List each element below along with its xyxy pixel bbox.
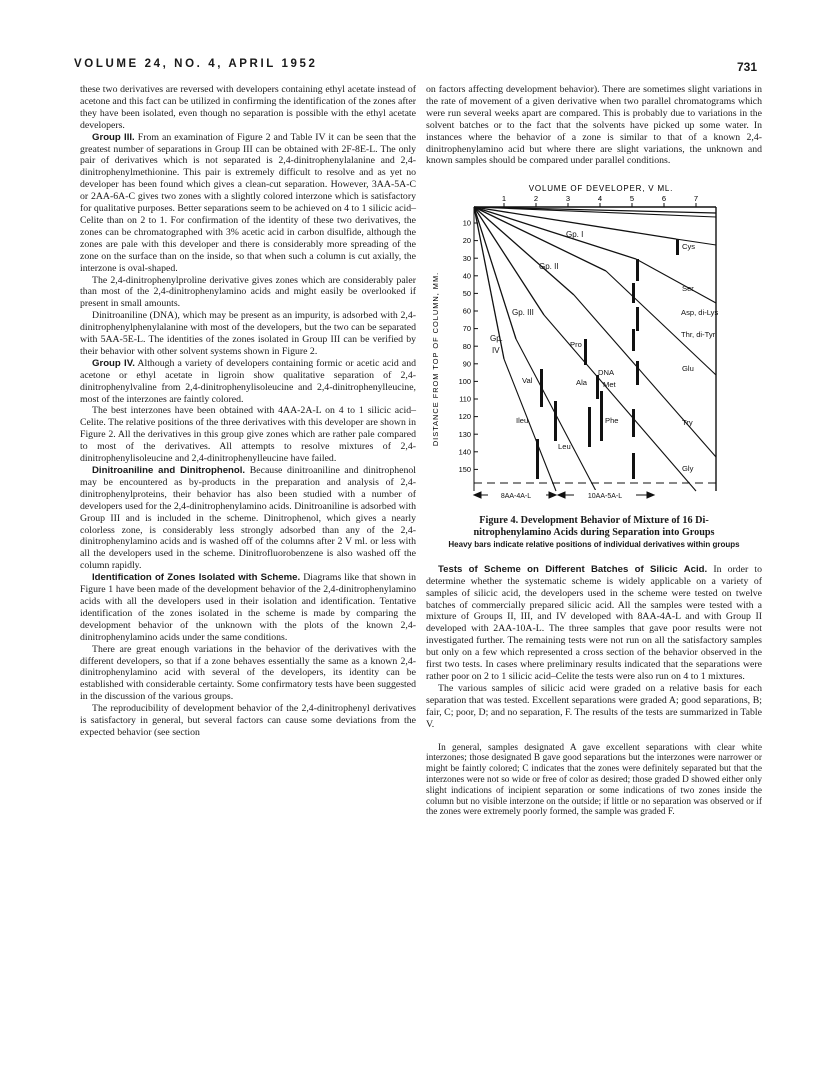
developer-label: 10AA-5A-L [587, 493, 623, 501]
diagram-lines [474, 207, 719, 491]
compound-label: Ala [576, 378, 587, 388]
developer-label: 8AA-4A-L [500, 493, 532, 501]
right-label: Cys [682, 242, 696, 252]
ser-line [636, 259, 716, 303]
compound-label: Pro [570, 340, 582, 350]
paragraph: In general, samples designated A gave excellent separations with clear white interzones; those designated B gave good separations but the interzones were narrower or might be faintly colored; C indicates that the zones were definitely separated but that the interzones were not so wide or free of color as desired; those graded D showed either only slight indications of incipient separation or some indications of two zones inside the column but no visible interzone on the outside; if little or no separation was observed or if the zones were extremely poorly formed, the sample was graded F. [426, 742, 762, 818]
heavy-bar [632, 453, 635, 479]
paragraph-text: Diagrams like that shown in Figure 1 have been made of the development behavior of the 2,4-dinitrophenylamino acids with all the developers used in their isolation and identification. Tentative identification of the zones isolated in the scheme is made by comparing the development behavior of the unknown with the plots of the known 2,4-dinitrophenylamino acids under the same conditions. [80, 572, 416, 643]
heavy-bar [676, 239, 679, 255]
right-label: Try [682, 418, 693, 428]
compound-label: DNA [598, 368, 615, 378]
y-tick-label: 140 [458, 447, 471, 457]
y-tick-label: 50 [462, 289, 471, 299]
heavy-bar [588, 407, 591, 447]
small-type-block [426, 743, 762, 819]
heavy-bar [600, 391, 603, 441]
figure-4 [426, 179, 762, 550]
paragraph [80, 572, 416, 643]
compound-label: Leu [558, 442, 571, 452]
compound-labels [516, 340, 619, 451]
run-in-heading: Identification of Zones Isolated with Scheme. [92, 572, 301, 584]
y-tick-label: 110 [459, 394, 471, 404]
heavy-bar [636, 307, 639, 331]
running-head: VOLUME 24, NO. 4, APRIL 1952 [74, 58, 318, 70]
gp-iv-line [474, 207, 516, 339]
paragraph: The 2,4-dinitrophenylproline derivative gives zones which are considerably paler than most of the 2,4-dinitrophenylamino acids and might easily be overlooked if present in small amounts. [80, 274, 416, 310]
paragraph: The reproducibility of development behavior of the 2,4-dinitrophenyl derivatives is satisfactory in general, but several factors can cause some deviations from the expected behavior (see section [80, 703, 416, 738]
y-tick-label: 90 [462, 359, 471, 369]
y-tick-label: 80 [462, 342, 471, 352]
development-diagram [426, 179, 762, 509]
x-axis-title: VOLUME OF DEVELOPER, V ML. [528, 184, 674, 194]
top-tick-label: 5 [629, 194, 635, 204]
heavy-bar [632, 329, 635, 351]
heavy-bar [636, 361, 639, 385]
y-tick-label: 100 [458, 377, 471, 387]
paragraph [80, 465, 416, 572]
y-tick-label: 20 [462, 236, 471, 246]
gly-line [544, 315, 696, 491]
paragraph: these two derivatives are reversed with developers containing ethyl acetate instead of acetone and this fact can be utilized in confirming the identification of the zones after they have been isolated, even though no separation is possible with the ethyl acetate developers. [80, 84, 416, 131]
top-tick-label: 6 [661, 194, 667, 204]
paragraph-text: In order to determine whether the systematic scheme is widely applicable on a variety of samples of silicic acid, the developers used in the scheme were tested on twelve batches of commercially prepared silicic acid. All the samples were tested with a mixture of Groups II, III, and IV developed with 8AA-4A-L and with Group II developed with 2AA-10A-L. The three samples that gave poor results were not investigated further. The remaining tests were not run on all the satisfactory samples but only on a few which represented a cross section of the behavior observed in the first two tests. In cases where preliminary results indicated that the separations were rather poor on 2 to 1 silicic acid–Celite the tests were also run on 4 to 1 mixtures. [426, 563, 762, 682]
right-label: Ser [682, 284, 694, 294]
run-in-heading: Group III. [92, 131, 135, 143]
left-column [80, 84, 416, 739]
heavy-bar [536, 439, 539, 479]
heavy-bar [632, 283, 635, 303]
gp-ii-line [474, 207, 636, 259]
heavy-bar [596, 375, 599, 399]
group-label: Gp. I [566, 230, 584, 240]
figure-caption-subtitle: Heavy bars indicate relative positions of individual derivatives within groups [448, 540, 740, 550]
y-tick-label: 60 [462, 306, 471, 316]
compound-label: Ileu [516, 416, 529, 426]
heavy-bar [584, 339, 587, 365]
paragraph-text: Because dinitroaniline and dinitrophenol may be encountered as by-products in the preparation and analysis of 2,4-dinitrophenylproteins, their behavior has also been studied with a number of developers used for the 2,4-dinitrophenylamino acids. Dinitroaniline is adsorbed with Group III and is included in the scheme. Dinitrophenol, which gives a nearly colorless zone, is considerably less strongly adsorbed than any of the 2,4-dinitrophenylamino acids and is washed off of the columns after 2 V ml. or less with all the developers used in the scheme. Dinitrofluorobenzene is also washed off the column rapidly. [80, 465, 417, 572]
right-label: Asp, di-Lys [681, 308, 719, 318]
top-tick-label: 4 [597, 194, 603, 204]
y-tick-label: 120 [458, 412, 471, 422]
paragraph: Dinitroaniline (DNA), which may be present as an impurity, is adsorbed with 2,4-dinitrophenylphenylalanine with most of the developers, but the two can be separated with 5AA-5E-L. The identities of the zones isolated in Group III can be verified by their behavior with other solvent systems shown in Figure 2. [80, 310, 416, 357]
y-tick-label: 130 [458, 430, 471, 440]
run-in-heading: Group IV. [92, 357, 135, 369]
glu-line [606, 271, 719, 375]
paragraph-text: From an examination of Figure 2 and Table IV it can be seen that the greatest number of separations in Group III can be obtained with 2F-8E-L. The only pair of derivatives which is not separated is 2,4-dinitrophenylalanine and 2,4-dinitrophenylmethionine. This pair is extremely difficult to resolve and as yet no developer has been found which gives a clean-cut separation. However, 3AA-5A-C or 2AA-6A-C gives two zones with a slightly colored interzone which is satisfactory for qualitative purposes. Better separations seem to be achieved on 4 to 1 silicic acid–Celite than on 2 to 1. For confirmation of the identity of these two derivatives, the zones can be chromatographed with 3% acetic acid in carbon disulfide, although the zones are pale with this developer and there is considerably more spreading of the zone on the surface than on the inside, so that when such a column is cut axially, the interzone is oval-shaped. [80, 131, 416, 274]
y-tick-label: 70 [462, 324, 471, 334]
paragraph [80, 358, 416, 406]
right-label: Thr, di-Tyr [681, 330, 716, 340]
paragraph [426, 564, 762, 683]
heavy-bar [636, 259, 639, 281]
right-label: Glu [682, 364, 694, 374]
paragraph-text: Although a variety of developers containing formic or acetic acid and acetone or ethyl acetate in ligroin show qualitative separation of 2,4-dinitrophenylvaline from 2,4-dinitrophenylisoleucine and 2,4-dinitrophenylleucine, most of the interzones are faintly colored. [80, 357, 416, 405]
right-label: Gly [682, 464, 694, 474]
paragraph [80, 132, 416, 275]
group-label: Gp. [490, 334, 503, 344]
top-tick-label: 1 [501, 194, 507, 204]
heavy-bar [632, 409, 635, 437]
figure-caption-title: Figure 4. Development Behavior of Mixture of 16 Di-nitrophenylamino Acids during Separation into Groups [473, 515, 715, 539]
compound-label: Met [603, 380, 616, 390]
run-in-heading: Tests of Scheme on Different Batches of Silicic Acid. [438, 563, 708, 575]
paragraph: The various samples of silicic acid were graded on a relative basis for each separation that was tested. Excellent separations were graded A; good separations, B; fair, C; poor, D; and no separation, F. The results of the tests are summarized in Table V. [426, 682, 762, 730]
top-tick-label: 7 [693, 194, 699, 204]
top-tick-label: 3 [565, 194, 571, 204]
y-axis-title: DISTANCE FROM TOP OF COLUMN, MM. [431, 272, 440, 447]
paragraph: The best interzones have been obtained with 4AA-2A-L on 4 to 1 silicic acid–Celite. The relative positions of the three derivatives with this developer are shown in Figure 2. All the derivatives in this group give zones which are rather pale compared to most of the derivatives. All attempts to resolve mixtures of 2,4-dinitrophenylisoleucine and 2,4-dinitrophenylleucine have failed. [80, 405, 416, 465]
y-tick-label: 40 [462, 271, 471, 281]
top-tick-label: 2 [533, 194, 539, 204]
heavy-bar [540, 369, 543, 407]
right-column [426, 84, 762, 818]
heavy-bar [554, 401, 557, 441]
page-number: 731 [736, 60, 757, 74]
y-tick-label: 30 [462, 254, 471, 264]
y-tick-label: 10 [462, 218, 471, 228]
top-axis-ticks [502, 194, 698, 207]
group-label: IV [492, 346, 500, 356]
compound-label: Phe [605, 416, 619, 426]
group-label: Gp. III [512, 308, 534, 318]
y-tick-label: 150 [458, 465, 471, 475]
paragraph: on factors affecting development behavior). There are sometimes slight variations in the rate of movement of a given derivative when two parallel chromatograms which were run several weeks apart are compared. This is probably due to variations in the solvent batches or to the fact that the solvents have picked up some water. In instances where the behavior of a zone is similar to that of a known 2,4-dinitrophenylamino acid but where there are slight variations, the unknown and known samples should be compared under parallel conditions. [426, 84, 762, 167]
compound-label: Val [522, 376, 533, 386]
group-label: Gp. II [539, 262, 559, 272]
run-in-heading: Dinitroaniline and Dinitrophenol. [92, 465, 246, 476]
group-labels [490, 230, 583, 355]
developer-ranges [474, 490, 654, 500]
y-axis-ticks [459, 219, 478, 474]
paragraph: There are great enough variations in the behavior of the derivatives with the different developers, so that if a zone behaves essentially the same as a known 2,4-dinitrophenylamino acid with several of the developers, its identity can be established with considerable certainty. Some confirmatory tests have been suggested in the discussion of the various groups. [80, 643, 416, 703]
